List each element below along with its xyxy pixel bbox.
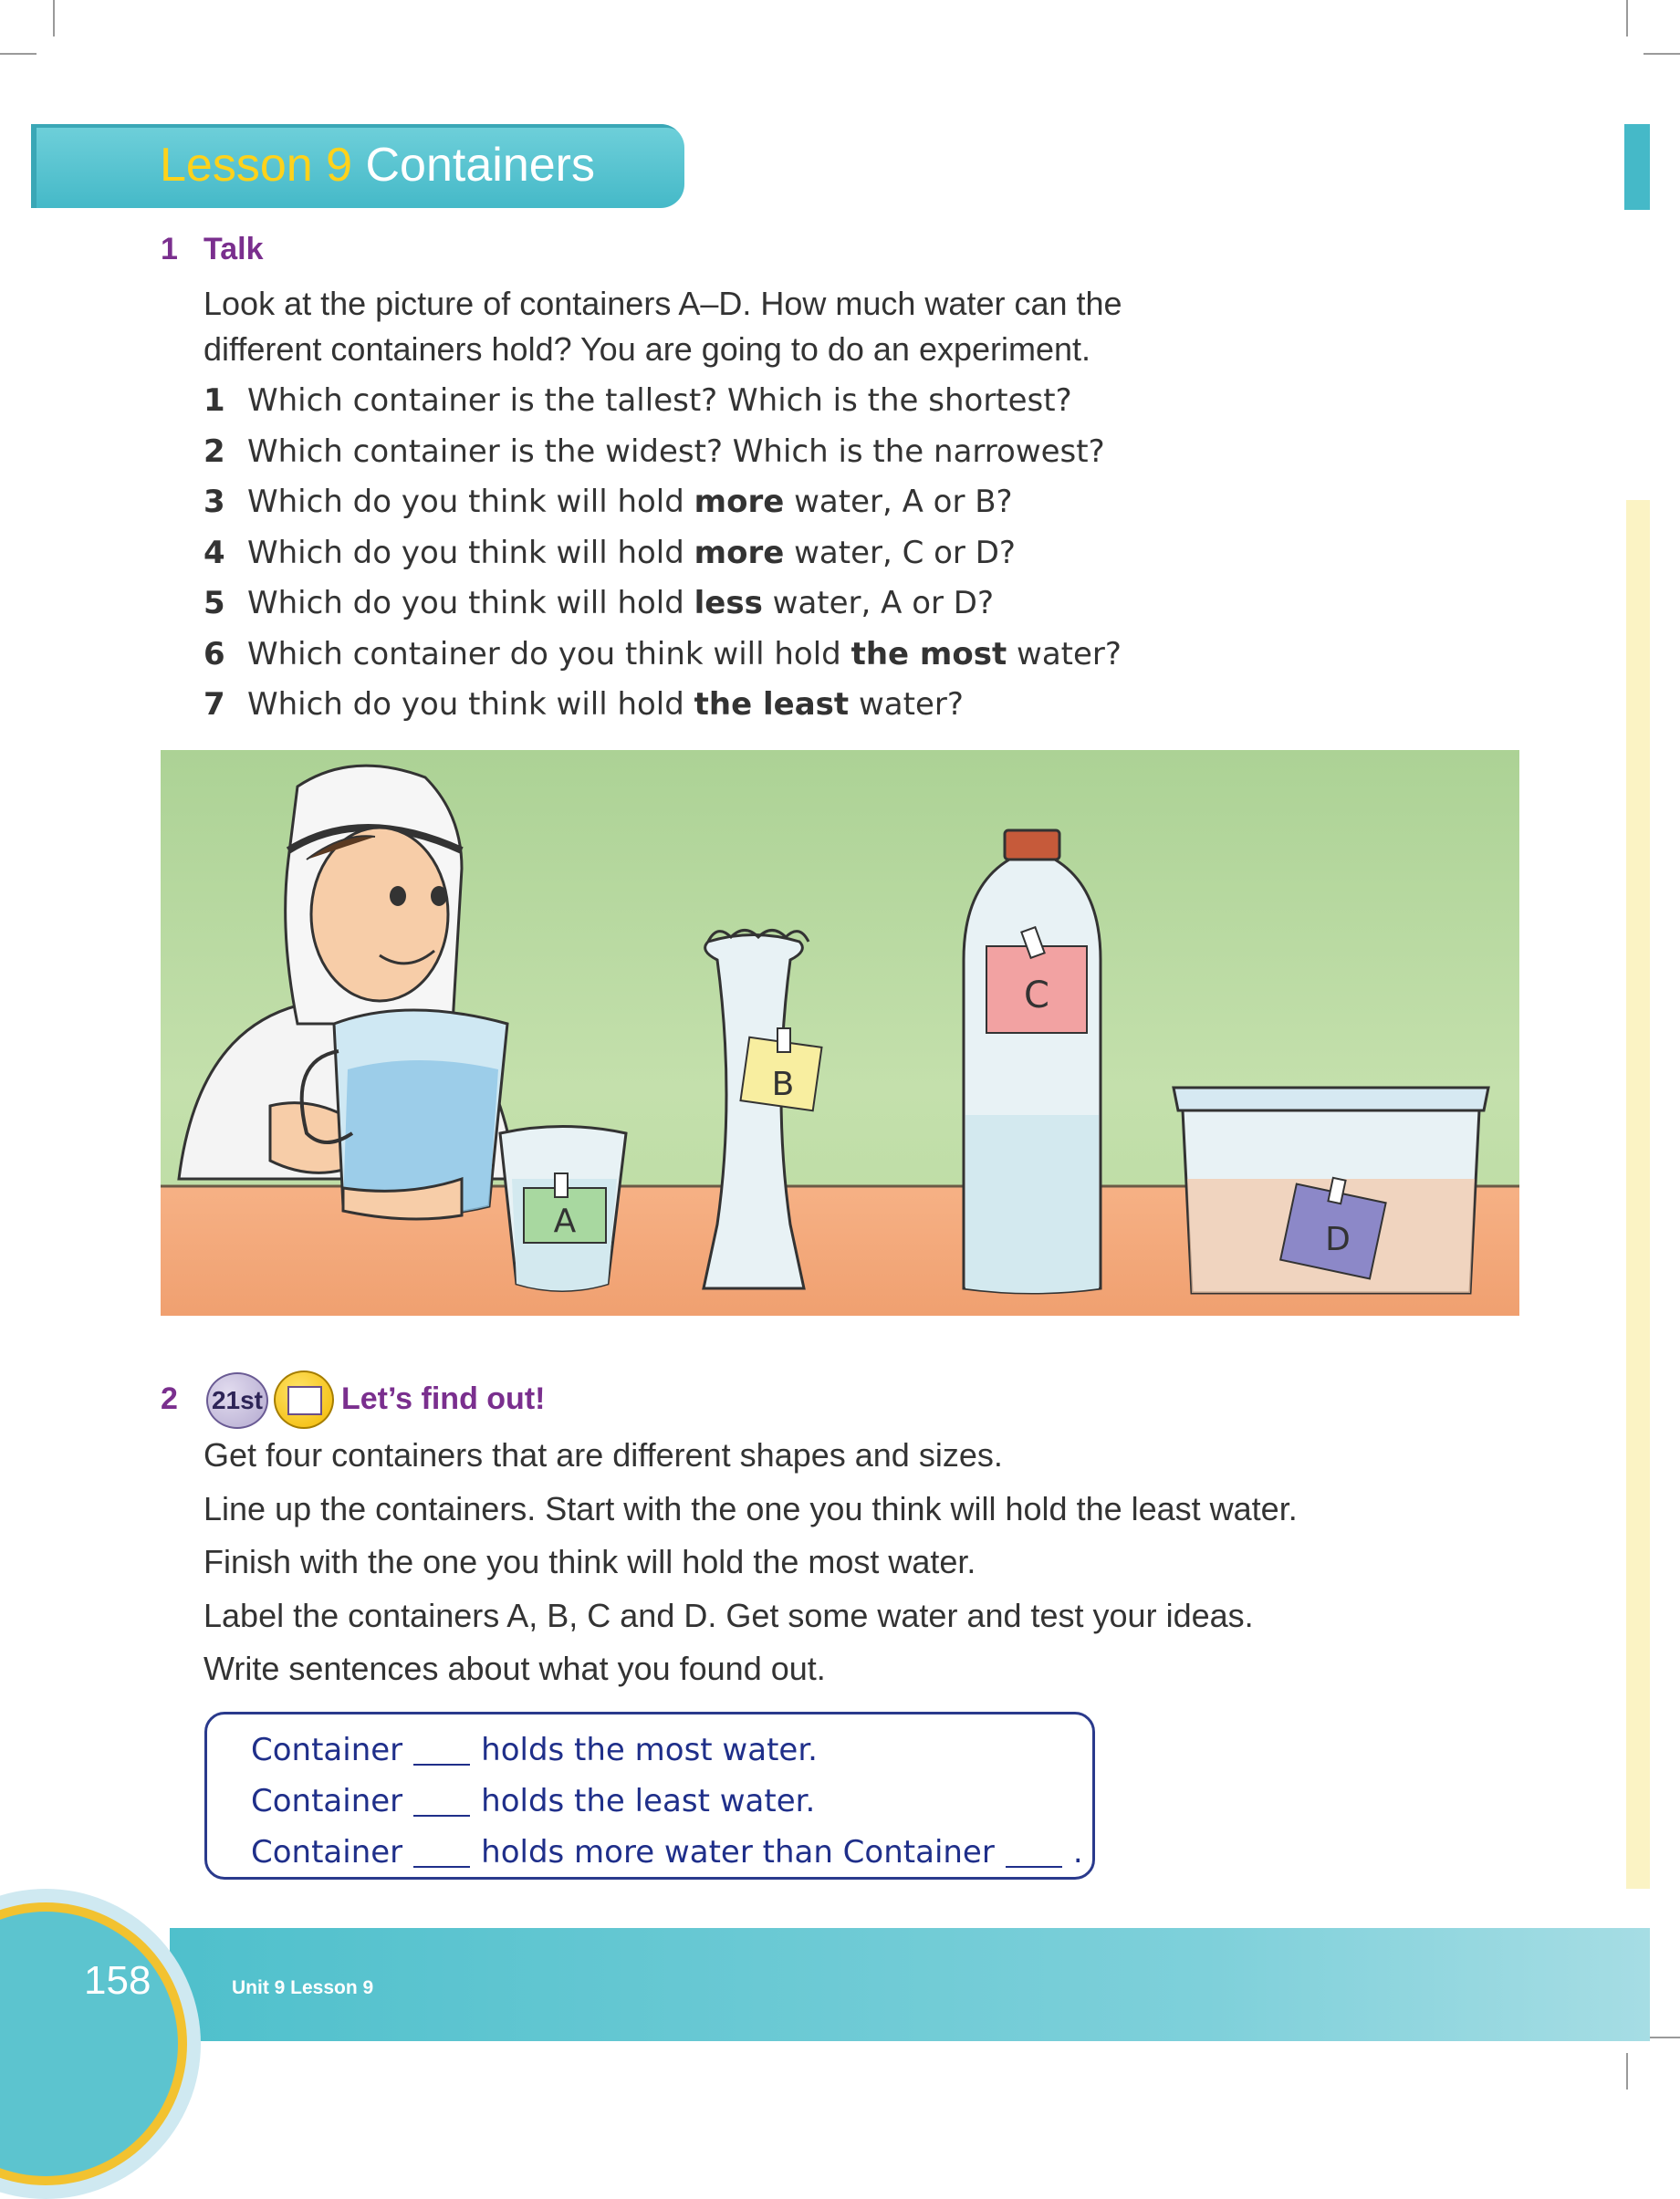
intro-line: Look at the picture of containers A–D. How much water can the: [203, 285, 1122, 322]
question-item: [203, 630, 1122, 681]
container-c: [964, 830, 1101, 1293]
page-title: [160, 133, 595, 197]
sentence-frame: [251, 1827, 1083, 1878]
side-strip: [1626, 500, 1650, 1889]
question-number: 3: [203, 484, 225, 520]
answer-blank[interactable]: [413, 1813, 470, 1817]
question-item: [203, 578, 1122, 630]
question-number: 7: [203, 686, 225, 723]
answer-blank[interactable]: [1006, 1864, 1062, 1868]
crop-mark: [1626, 0, 1628, 36]
containers-illustration: [161, 750, 1519, 1316]
question-text: Which container is the tallest? Which is the shortest?: [247, 382, 1072, 419]
question-emphasis: the least: [694, 686, 850, 723]
label-a-text: A: [553, 1203, 577, 1240]
crop-mark: [1626, 2053, 1628, 2090]
answer-blank[interactable]: [413, 1762, 470, 1766]
question-emphasis: the most: [850, 635, 1007, 672]
question-item: [203, 680, 1122, 731]
section-number: 2: [161, 1381, 178, 1416]
frame-text: Container: [251, 1834, 403, 1871]
crop-mark: [1643, 53, 1680, 55]
question-number: 4: [203, 534, 225, 571]
question-number: 2: [203, 433, 225, 470]
container-a: [500, 1127, 626, 1291]
experiment-icon: [274, 1370, 334, 1429]
sentence-frame: [251, 1725, 1083, 1776]
frame-text: .: [1072, 1834, 1083, 1871]
frame-text: Container: [251, 1732, 403, 1768]
question-text: Which do you think will hold: [247, 686, 694, 723]
instruction-line: Get four containers that are different shapes and sizes.: [203, 1436, 1003, 1474]
container-d: [1174, 1088, 1488, 1293]
question-number: 1: [203, 382, 225, 419]
frame-text: holds the least water.: [481, 1783, 816, 1819]
footer-unit-label: Unit 9 Lesson 9: [232, 1977, 374, 1998]
instruction-line: Line up the containers. Start with the one you think will hold the least water.: [203, 1489, 1298, 1527]
question-item: [203, 427, 1122, 478]
activity-instructions: [203, 1429, 1298, 1696]
question-item: [203, 528, 1122, 579]
instruction-line: Label the containers A, B, C and D. Get some water and test your ideas.: [203, 1596, 1254, 1634]
instruction-line: Write sentences about what you found out.: [203, 1650, 826, 1687]
question-text: Which do you think will hold: [247, 585, 694, 621]
instruction-line: Finish with the one you think will hold the most water.: [203, 1543, 976, 1580]
question-text: Which do you think will hold: [247, 534, 694, 571]
intro-line: different containers hold? You are going to do an experiment.: [203, 330, 1091, 368]
question-item: [203, 376, 1122, 427]
question-text: Which do you think will hold: [247, 484, 694, 520]
lesson-number: Lesson 9: [160, 139, 353, 192]
label-c-text: C: [1024, 974, 1049, 1016]
question-emphasis: more: [694, 484, 785, 520]
label-d-text: D: [1325, 1221, 1351, 1258]
question-number: 5: [203, 585, 225, 621]
section-title: Let’s find out!: [341, 1381, 546, 1416]
section-title: Talk: [203, 232, 264, 266]
crop-mark: [53, 0, 55, 36]
containers-scene: [161, 750, 1519, 1316]
sentence-frame: [251, 1776, 1083, 1827]
question-emphasis: less: [694, 585, 763, 621]
label-b-text: B: [771, 1066, 795, 1103]
question-text: water?: [1007, 635, 1122, 672]
page-number: 158: [84, 1958, 151, 2003]
question-text: Which container do you think will hold: [247, 635, 851, 672]
lesson-title: Containers: [365, 139, 595, 192]
frame-text: Container: [251, 1783, 403, 1819]
question-emphasis: more: [694, 534, 785, 571]
sentence-frames: [251, 1725, 1083, 1878]
question-text: water, A or D?: [762, 585, 995, 621]
frame-text: holds more water than Container: [481, 1834, 995, 1871]
intro-paragraph: [203, 281, 1122, 372]
question-text: water, C or D?: [784, 534, 1016, 571]
section-number: 1: [161, 232, 178, 266]
footer-bar: [170, 1928, 1650, 2041]
frame-text: holds the most water.: [481, 1732, 818, 1768]
question-number: 6: [203, 635, 225, 672]
crop-mark: [0, 53, 37, 55]
question-text: water, A or B?: [784, 484, 1013, 520]
answer-blank[interactable]: [413, 1864, 470, 1868]
question-text: Which container is the widest? Which is the narrowest?: [247, 433, 1105, 470]
question-text: water?: [849, 686, 964, 723]
edge-tab: [1624, 124, 1650, 210]
question-list: [203, 376, 1122, 731]
21st-century-badge: 21st: [206, 1372, 268, 1429]
question-item: [203, 477, 1122, 528]
